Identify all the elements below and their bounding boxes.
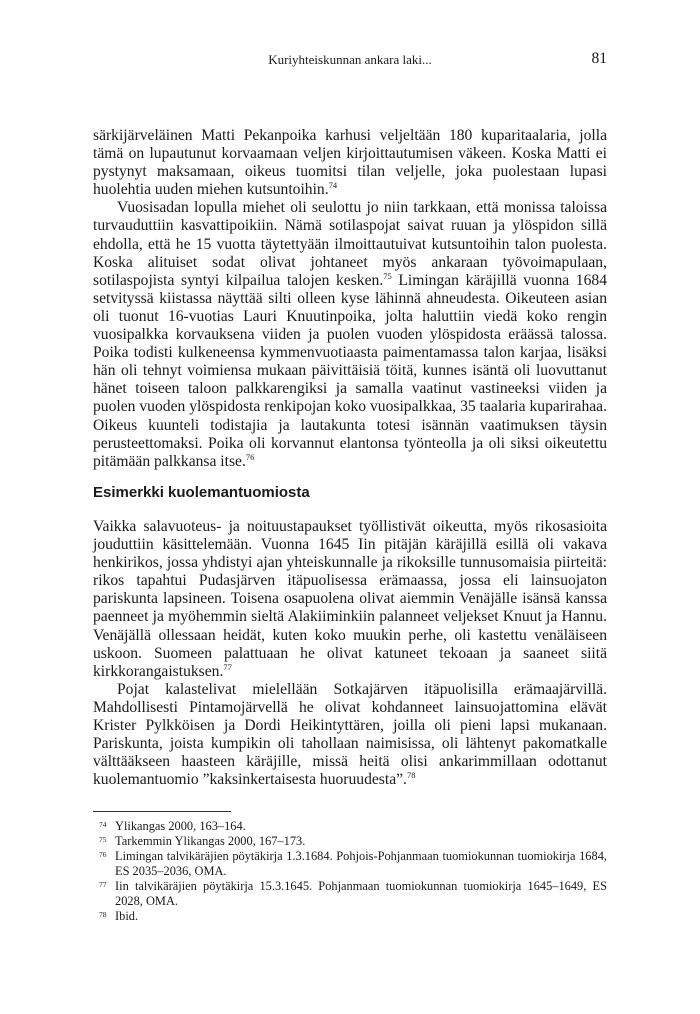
body-paragraph: Pojat kalastelivat mielellään Sotkajärven itäpuolisilla erämaajärvillä. Mahdollisesti Pintamojärvellä he olivat kohdanneet lainsuojattomina elävät Krister Pylkköisen ja Dordi Heikintyttären, joilla oli pieni lapsi mukanaan. Pariskunta, joista kumpikin oli tahollaan naimisissa, oli lähtenyt pakomatkalle välttääkseen haasteen käräjille, missä heitä olisi ankarimmillaan odottanut kuolemantuomio ”kaksinkertaisesta huoruudesta”.$^{78}$: [93, 680, 607, 789]
footnote-text: Limingan talvikäräjien pöytäkirja 1.3.1684. Pohjois-Pohjanmaan tuomiokunnan tuomiokirja 1684, ES 2035–2036, OMA.: [115, 849, 607, 878]
footnote-divider: [93, 811, 231, 812]
body-section-2: [93, 518, 607, 789]
body-paragraph: Vaikka salavuoteus- ja noituustapaukset työllistivät oikeutta, myös rikosasioita jouduttiin käsittelemään. Vuonna 1645 Iin pitäjän käräjillä esillä oli vakava henkirikos, jossa yhdistyi ajan yhteiskunnalle ja rikoksille tunnusomaisia piirteitä: rikos tapahtui Pudasjärven itäpuolisessa erämaassa, jossa eli lainsuojaton pariskunta lapsineen. Toisena osapuolena olivat aiemmin Venäjälle isänsä kanssa paenneet ja myöhemmin sieltä Alakiiminkiin palanneet veljekset Knuut ja Hannu. Venäjällä ollessaan heidät, kuten koko muukin perhe, oli kastettu venäläiseen uskoon. Suomeen palattuaan he olivat katuneet tekoaan ja saaneet siitä kirkkorangaistuksen.$^{77}$: [93, 518, 607, 680]
footnote: [93, 849, 607, 879]
body-section-1: [93, 127, 607, 471]
footnote-text: Ylikangas 2000, 163–164.: [115, 819, 246, 833]
footnote-number: 76: [99, 850, 107, 859]
footnote-number: 78: [99, 910, 107, 919]
running-title: Kuriyhteiskunnan ankara laki...: [268, 52, 432, 67]
body-paragraph: Vuosisadan lopulla miehet oli seulottu jo niin tarkkaan, että monissa taloissa turvauduttiin kasvattipoikiin. Nämä sotilaspojat saivat ruuan ja ylöspidon sillä ehdolla, että he 15 vuotta täytettyään ilmoittautuivat kutsuntoihin talon puolesta. Koska alituiset sodat olivat johtaneet myös ankaraan työvoimapulaan, sotilaspojista syntyi kilpailua talojen kesken.$^{75}$ Limingan käräjillä vuonna 1684 setvityssä kiistassa näyttää silti olleen kyse lähinnä ahneudesta. Oikeuteen asian oli tuonut 16-vuotias Lauri Knuutinpoika, jolta haluttiin viedä koko rengin vuosipalkka korvauksena viiden ja puolen vuoden ylöspidosta eräässä talossa. Poika todisti kulkeneensa kymmenvuotiaasta paimentamassa talon karjaa, lisäksi hän oli tehnyt voimiensa mukaan päivittäisiä töitä, kunnes isäntä oli luovuttanut hänet toiseen taloon palkkarengiksi ja samalla vaatinut vastineeksi viiden ja puolen vuoden ylöspidosta renkipojan koko vuosipalkkaa, 35 taalaria kuparirahaa. Oikeus kuunteli todistajia ja lautakunta totesi isännän vaatimuksen täysin perusteettomaksi. Poika oli korvannut elantonsa työnteolla ja oli siksi oikeutettu pitämään palkkansa itse.$^{76}$: [93, 199, 607, 470]
footnote-reference: 75: [383, 270, 392, 281]
footnote-number: 75: [99, 835, 107, 844]
footnote-number: 74: [99, 820, 107, 829]
footnote-reference: 78: [406, 770, 416, 781]
footnote-text: Tarkemmin Ylikangas 2000, 167–173.: [115, 834, 306, 848]
footnote: [93, 909, 607, 924]
footnotes: [93, 819, 607, 924]
footnote: [93, 879, 607, 909]
footnote-reference: 77: [223, 661, 232, 672]
page-number: 81: [591, 50, 607, 67]
running-header: [93, 50, 607, 70]
footnote-number: 77: [99, 880, 107, 889]
body-paragraph: särkijärveläinen Matti Pekanpoika karhusi veljeltään 180 kuparitaalaria, jolla tämä on lupautunut korvaamaan veljen kirjoittautumisen väkeen. Koska Matti ei pystynyt maksamaan, oikeus tuomitsi tilan veljelle, joka puolestaan lupasi huolehtia uuden miehen kutsuntoihin.$^{74}$: [93, 127, 607, 199]
footnote-reference: 76: [245, 451, 255, 462]
footnote-text: Iin talvikäräjien pöytäkirja 15.3.1645. Pohjanmaan tuomiokunnan tuomiokirja 1645–1649, ES 2028, OMA.: [115, 879, 607, 908]
footnote: [93, 834, 607, 849]
footnote-reference: 74: [328, 180, 338, 191]
footnote-text: Ibid.: [115, 909, 139, 923]
section-heading: Esimerkki kuolemantuomiosta: [93, 484, 310, 501]
footnote: [93, 819, 607, 834]
